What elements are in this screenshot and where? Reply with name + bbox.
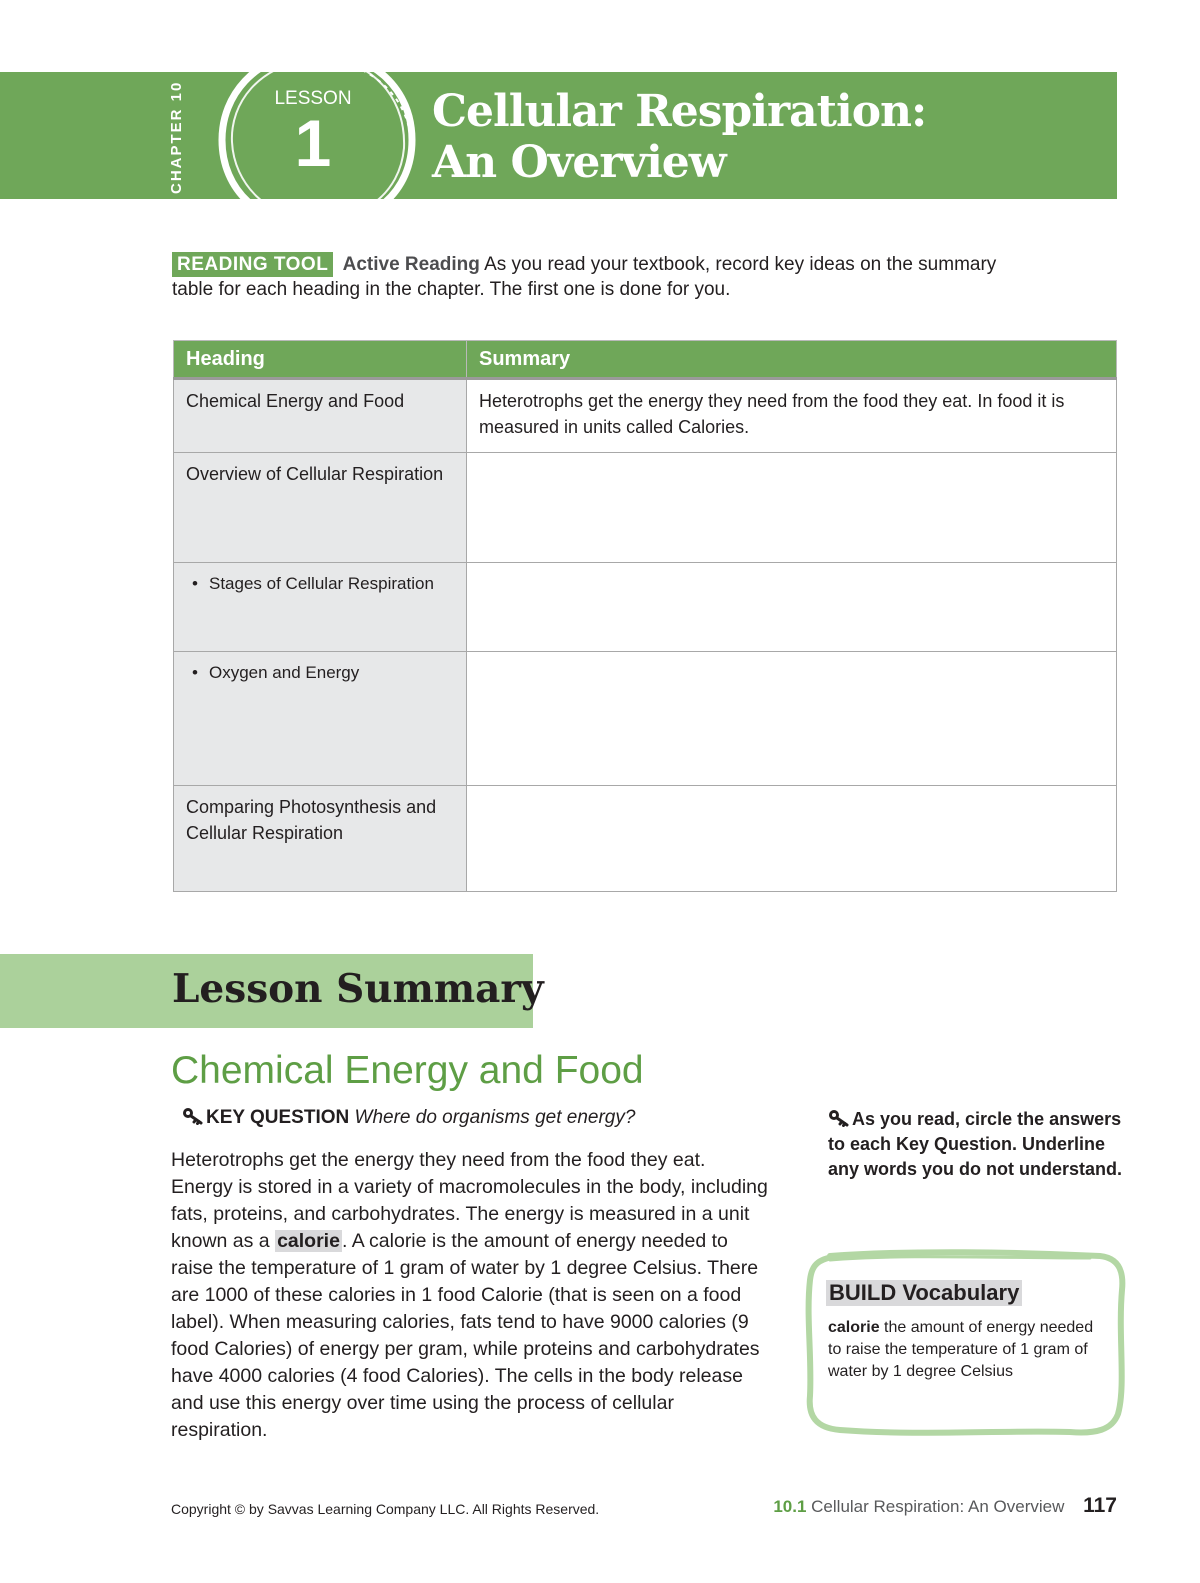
row-summary[interactable] bbox=[467, 453, 1117, 563]
row-heading-text: Oxygen and Energy bbox=[209, 663, 360, 682]
column-header-heading: Heading bbox=[174, 341, 467, 379]
row-summary[interactable]: Heterotrophs get the energy they need from the food they eat. In food it is measured in units called Calories. bbox=[467, 379, 1117, 453]
footer-section-number: 10.1 bbox=[773, 1497, 807, 1516]
page-number: 117 bbox=[1083, 1494, 1117, 1517]
side-note-text: As you read, circle the answers to each Key Question. Underline any words you do not understand. bbox=[828, 1109, 1123, 1179]
summary-table bbox=[173, 340, 1117, 892]
key-question-label: KEY QUESTION bbox=[206, 1107, 350, 1128]
body-text-start: Heterotrophs get the energy they need from the food they eat. Energy is stored in a variety of macromolecules in the body, including fats, proteins, and carbohydrates. The energy is measured in a unit known as a bbox=[171, 1149, 768, 1252]
body-text-end: . A calorie is the amount of energy needed to raise the temperature of 1 gram of water by 1 degree Celsius. There are 1000 of these calories in 1 food Calorie (that is seen on a food label). When measuring calories, fats tend to have 9000 calories (9 food Calories) of energy per gram, while proteins and carbohydrates have 4000 calories (4 food Calories). The cells in the body release and use this energy over time using the process of cellular respiration. bbox=[171, 1230, 760, 1441]
row-summary[interactable] bbox=[467, 786, 1117, 892]
row-heading: Chemical Energy and Food bbox=[174, 379, 467, 453]
section-title: Chemical Energy and Food bbox=[171, 1049, 644, 1092]
reading-tool-badge: READING TOOL bbox=[172, 252, 333, 277]
page-title bbox=[432, 86, 926, 188]
column-header-summary: Summary bbox=[467, 341, 1117, 379]
vocab-definition bbox=[828, 1317, 1098, 1383]
row-heading bbox=[174, 563, 467, 652]
footer-section-title: Cellular Respiration: An Overview bbox=[811, 1497, 1065, 1516]
lesson-summary-title: Lesson Summary bbox=[172, 966, 544, 1012]
row-summary[interactable] bbox=[467, 563, 1117, 652]
page-footer bbox=[773, 1494, 1117, 1518]
table-row bbox=[174, 786, 1117, 892]
row-heading: Overview of Cellular Respiration bbox=[174, 453, 467, 563]
table-row bbox=[174, 563, 1117, 652]
side-note bbox=[828, 1107, 1128, 1182]
reading-tool-text: As you read your textbook, record key ideas on the summary table for each heading in the chapter. The first one is done for you. bbox=[172, 254, 997, 300]
table-row bbox=[174, 453, 1117, 563]
vocab-definition-text: the amount of energy needed to raise the temperature of 1 gram of water by 1 degree Celsius bbox=[828, 1319, 1094, 1380]
lesson-word: LESSON bbox=[274, 88, 352, 109]
row-summary[interactable] bbox=[467, 652, 1117, 786]
vocab-term-highlight: calorie bbox=[277, 1230, 340, 1252]
reading-tool-instructions bbox=[172, 252, 1032, 302]
vocab-term: calorie bbox=[828, 1319, 880, 1336]
chapter-label: CHAPTER 10 bbox=[168, 80, 185, 194]
title-line-2: An Overview bbox=[432, 137, 726, 188]
copyright-notice: Copyright © by Savvas Learning Company LLC. All Rights Reserved. bbox=[171, 1501, 600, 1517]
row-heading-text: Stages of Cellular Respiration bbox=[209, 574, 434, 593]
table-header-row bbox=[174, 341, 1117, 379]
row-heading: Comparing Photosynthesis and Cellular Respiration bbox=[174, 786, 467, 892]
reading-tool-label: Active Reading bbox=[342, 254, 480, 275]
table-row bbox=[174, 652, 1117, 786]
key-question-text: Where do organisms get energy? bbox=[354, 1107, 636, 1128]
lesson-number: 1 bbox=[294, 106, 332, 180]
key-icon bbox=[182, 1107, 204, 1125]
section-body bbox=[171, 1147, 771, 1444]
row-heading bbox=[174, 652, 467, 786]
bullet-icon: • bbox=[192, 574, 198, 593]
key-question bbox=[182, 1107, 635, 1129]
key-icon bbox=[828, 1109, 850, 1127]
bullet-icon: • bbox=[192, 663, 198, 682]
build-vocabulary-title: BUILD Vocabulary bbox=[826, 1280, 1022, 1306]
table-row bbox=[174, 379, 1117, 453]
title-line-1: Cellular Respiration: bbox=[432, 86, 927, 137]
